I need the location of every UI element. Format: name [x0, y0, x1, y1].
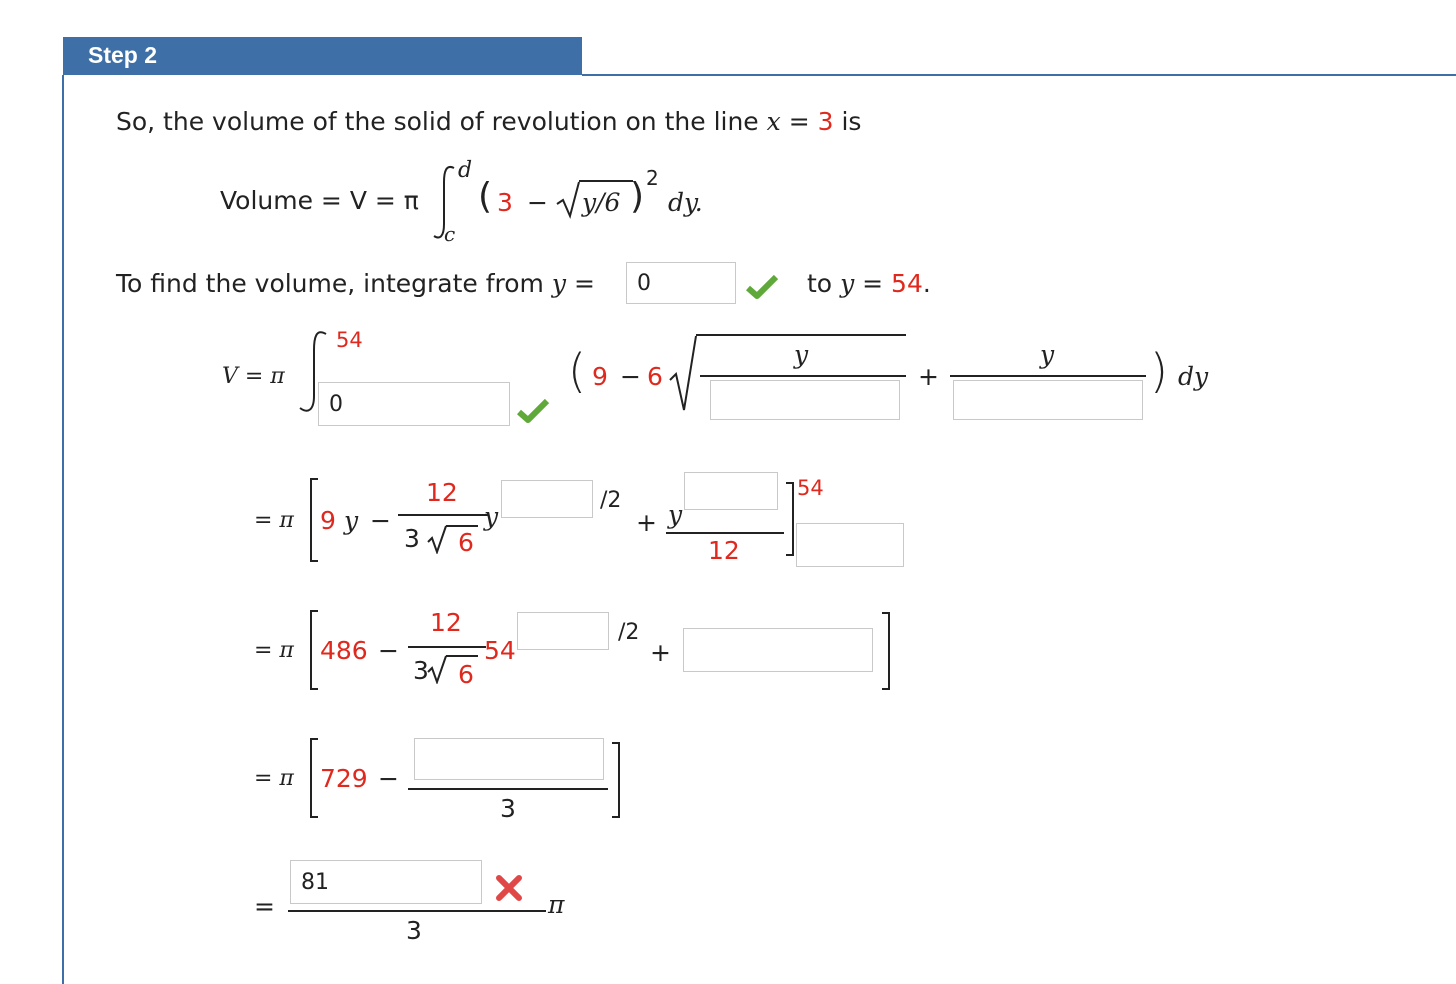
- line3-minus: −: [378, 636, 399, 665]
- line1-denom1-input[interactable]: [710, 380, 900, 420]
- line1-num2: y: [1040, 340, 1055, 369]
- header-rule: [582, 74, 1456, 76]
- line3-last-input[interactable]: [683, 628, 873, 672]
- line4-eq: [254, 766, 294, 791]
- bounds-period: .: [922, 269, 931, 298]
- line2-sqrt-bar: [446, 525, 478, 527]
- bounds-to-value: 54: [891, 269, 923, 298]
- intro-prefix: So, the volume of the solid of revolution on the line: [116, 107, 759, 136]
- line3-exponent-input[interactable]: [517, 612, 609, 650]
- line2-den-rad: 6: [458, 528, 474, 557]
- line5-eq: =: [254, 892, 275, 921]
- line2-eq: [254, 508, 294, 533]
- line2-den-coef: 3: [404, 524, 420, 553]
- line3-eq: [254, 638, 294, 663]
- line3-exp-suffix: /2: [618, 620, 640, 645]
- line5-den: 3: [406, 916, 422, 945]
- line2-minus: −: [370, 506, 391, 535]
- checkmark-icon: [516, 398, 550, 424]
- bounds-yvar: y: [551, 269, 566, 298]
- intro-value: 3: [817, 107, 834, 136]
- line1-dy: dy: [1178, 362, 1209, 391]
- volume-minus: −: [527, 188, 548, 217]
- intro-eq: =: [788, 107, 810, 136]
- line3-eq-text: = π: [254, 638, 294, 663]
- line1-sqrt-icon: [668, 334, 698, 414]
- line3-plus: +: [650, 638, 671, 667]
- line5-numerator-input[interactable]: 81: [290, 860, 482, 904]
- line3-bracket-left: [310, 610, 318, 690]
- line1-upper-limit: 54: [336, 328, 363, 352]
- volume-sqrt-bar: [579, 180, 633, 182]
- line2-den12: 12: [708, 536, 740, 565]
- bounds-prefix-text: To find the volume, integrate from: [116, 269, 544, 298]
- line1-six: 6: [647, 362, 663, 391]
- line1-paren-left: (: [568, 344, 586, 398]
- line2-bracket-right: [786, 482, 794, 556]
- line3-den-coef: 3: [413, 656, 429, 685]
- bounds-to: to: [807, 269, 833, 298]
- line1-frac1-bar: [700, 375, 906, 377]
- left-border: [62, 75, 64, 984]
- line2-exponent2-input[interactable]: [684, 472, 778, 510]
- intro-sentence: [116, 107, 861, 136]
- line2-upper-limit: 54: [797, 476, 824, 500]
- line3-bracket-right: [882, 612, 890, 690]
- x-mark-icon: [494, 874, 524, 902]
- line1-minus: −: [620, 362, 641, 391]
- line2-frac2-bar: [666, 532, 784, 534]
- line4-frac-bar: [408, 788, 608, 790]
- line4-first: 729: [320, 764, 368, 793]
- bounds-to-var: y: [840, 269, 855, 298]
- line3-den-rad: 6: [458, 660, 474, 689]
- line2-exp-suffix: /2: [600, 488, 622, 513]
- lower-bound-input[interactable]: 0: [626, 262, 736, 304]
- line4-bracket-right: [612, 742, 620, 818]
- line4-minus: −: [378, 764, 399, 793]
- bounds-upper: [807, 269, 931, 298]
- line4-bracket-left: [310, 738, 318, 818]
- line2-plus: +: [636, 508, 657, 537]
- volume-power: 2: [646, 166, 659, 190]
- line1-lhs-text: V = π: [222, 364, 285, 389]
- bounds-eq: =: [573, 269, 595, 298]
- volume-lower-limit: c: [444, 222, 456, 246]
- line1-denom2-input[interactable]: [953, 380, 1143, 420]
- line2-y2: y: [484, 502, 499, 531]
- volume-radicand: [582, 188, 620, 217]
- volume-radicand-text: y/6: [582, 188, 621, 217]
- line2-frac-bar: [398, 514, 488, 516]
- step-title: Step 2: [88, 42, 158, 68]
- line2-nine: 9: [320, 506, 336, 535]
- line1-frac2-bar: [950, 375, 1146, 377]
- line3-sqrt-icon: [426, 654, 448, 684]
- line1-num1: y: [794, 340, 809, 369]
- line1-lower-limit-input[interactable]: 0: [318, 382, 510, 426]
- line2-frac-num: 12: [426, 478, 458, 507]
- volume-three: 3: [497, 188, 513, 217]
- line1-nine: 9: [592, 362, 608, 391]
- line3-frac-num: 12: [430, 608, 462, 637]
- line2-exponent-input[interactable]: [501, 480, 593, 518]
- line4-eq-text: = π: [254, 766, 294, 791]
- line1-paren-right: ): [1150, 344, 1168, 398]
- volume-upper-limit: d: [458, 158, 473, 183]
- line3-sqrt-bar: [446, 655, 478, 657]
- intro-var: x: [766, 107, 781, 136]
- bounds-prefix: [116, 269, 595, 298]
- line5-frac-bar: [288, 910, 546, 912]
- line4-den: 3: [500, 794, 516, 823]
- line2-y: y: [344, 506, 359, 535]
- line1-plus: +: [918, 362, 939, 391]
- line1-lhs: [222, 364, 285, 389]
- volume-dy: dy.: [668, 188, 703, 217]
- line5-pi: π: [548, 890, 565, 919]
- line2-bracket-left: [310, 478, 318, 562]
- line2-lower-limit-input[interactable]: [796, 523, 904, 567]
- intro-suffix: is: [841, 107, 862, 136]
- line3-frac-bar: [408, 646, 486, 648]
- line1-sqrt-bar: [696, 334, 906, 336]
- line3-first: 486: [320, 636, 368, 665]
- volume-paren-left: (: [478, 176, 493, 217]
- volume-sqrt-icon: [555, 178, 581, 220]
- line2-y3: y: [668, 500, 683, 529]
- volume-label: Volume = V = π: [220, 186, 419, 215]
- checkmark-icon: [745, 274, 779, 300]
- line4-numerator-input[interactable]: [414, 738, 604, 780]
- line2-eq-text: = π: [254, 508, 294, 533]
- line3-base: 54: [484, 636, 516, 665]
- volume-paren-right: ): [630, 176, 645, 217]
- line2-sqrt-icon: [426, 524, 448, 554]
- bounds-to-eq: =: [862, 269, 884, 298]
